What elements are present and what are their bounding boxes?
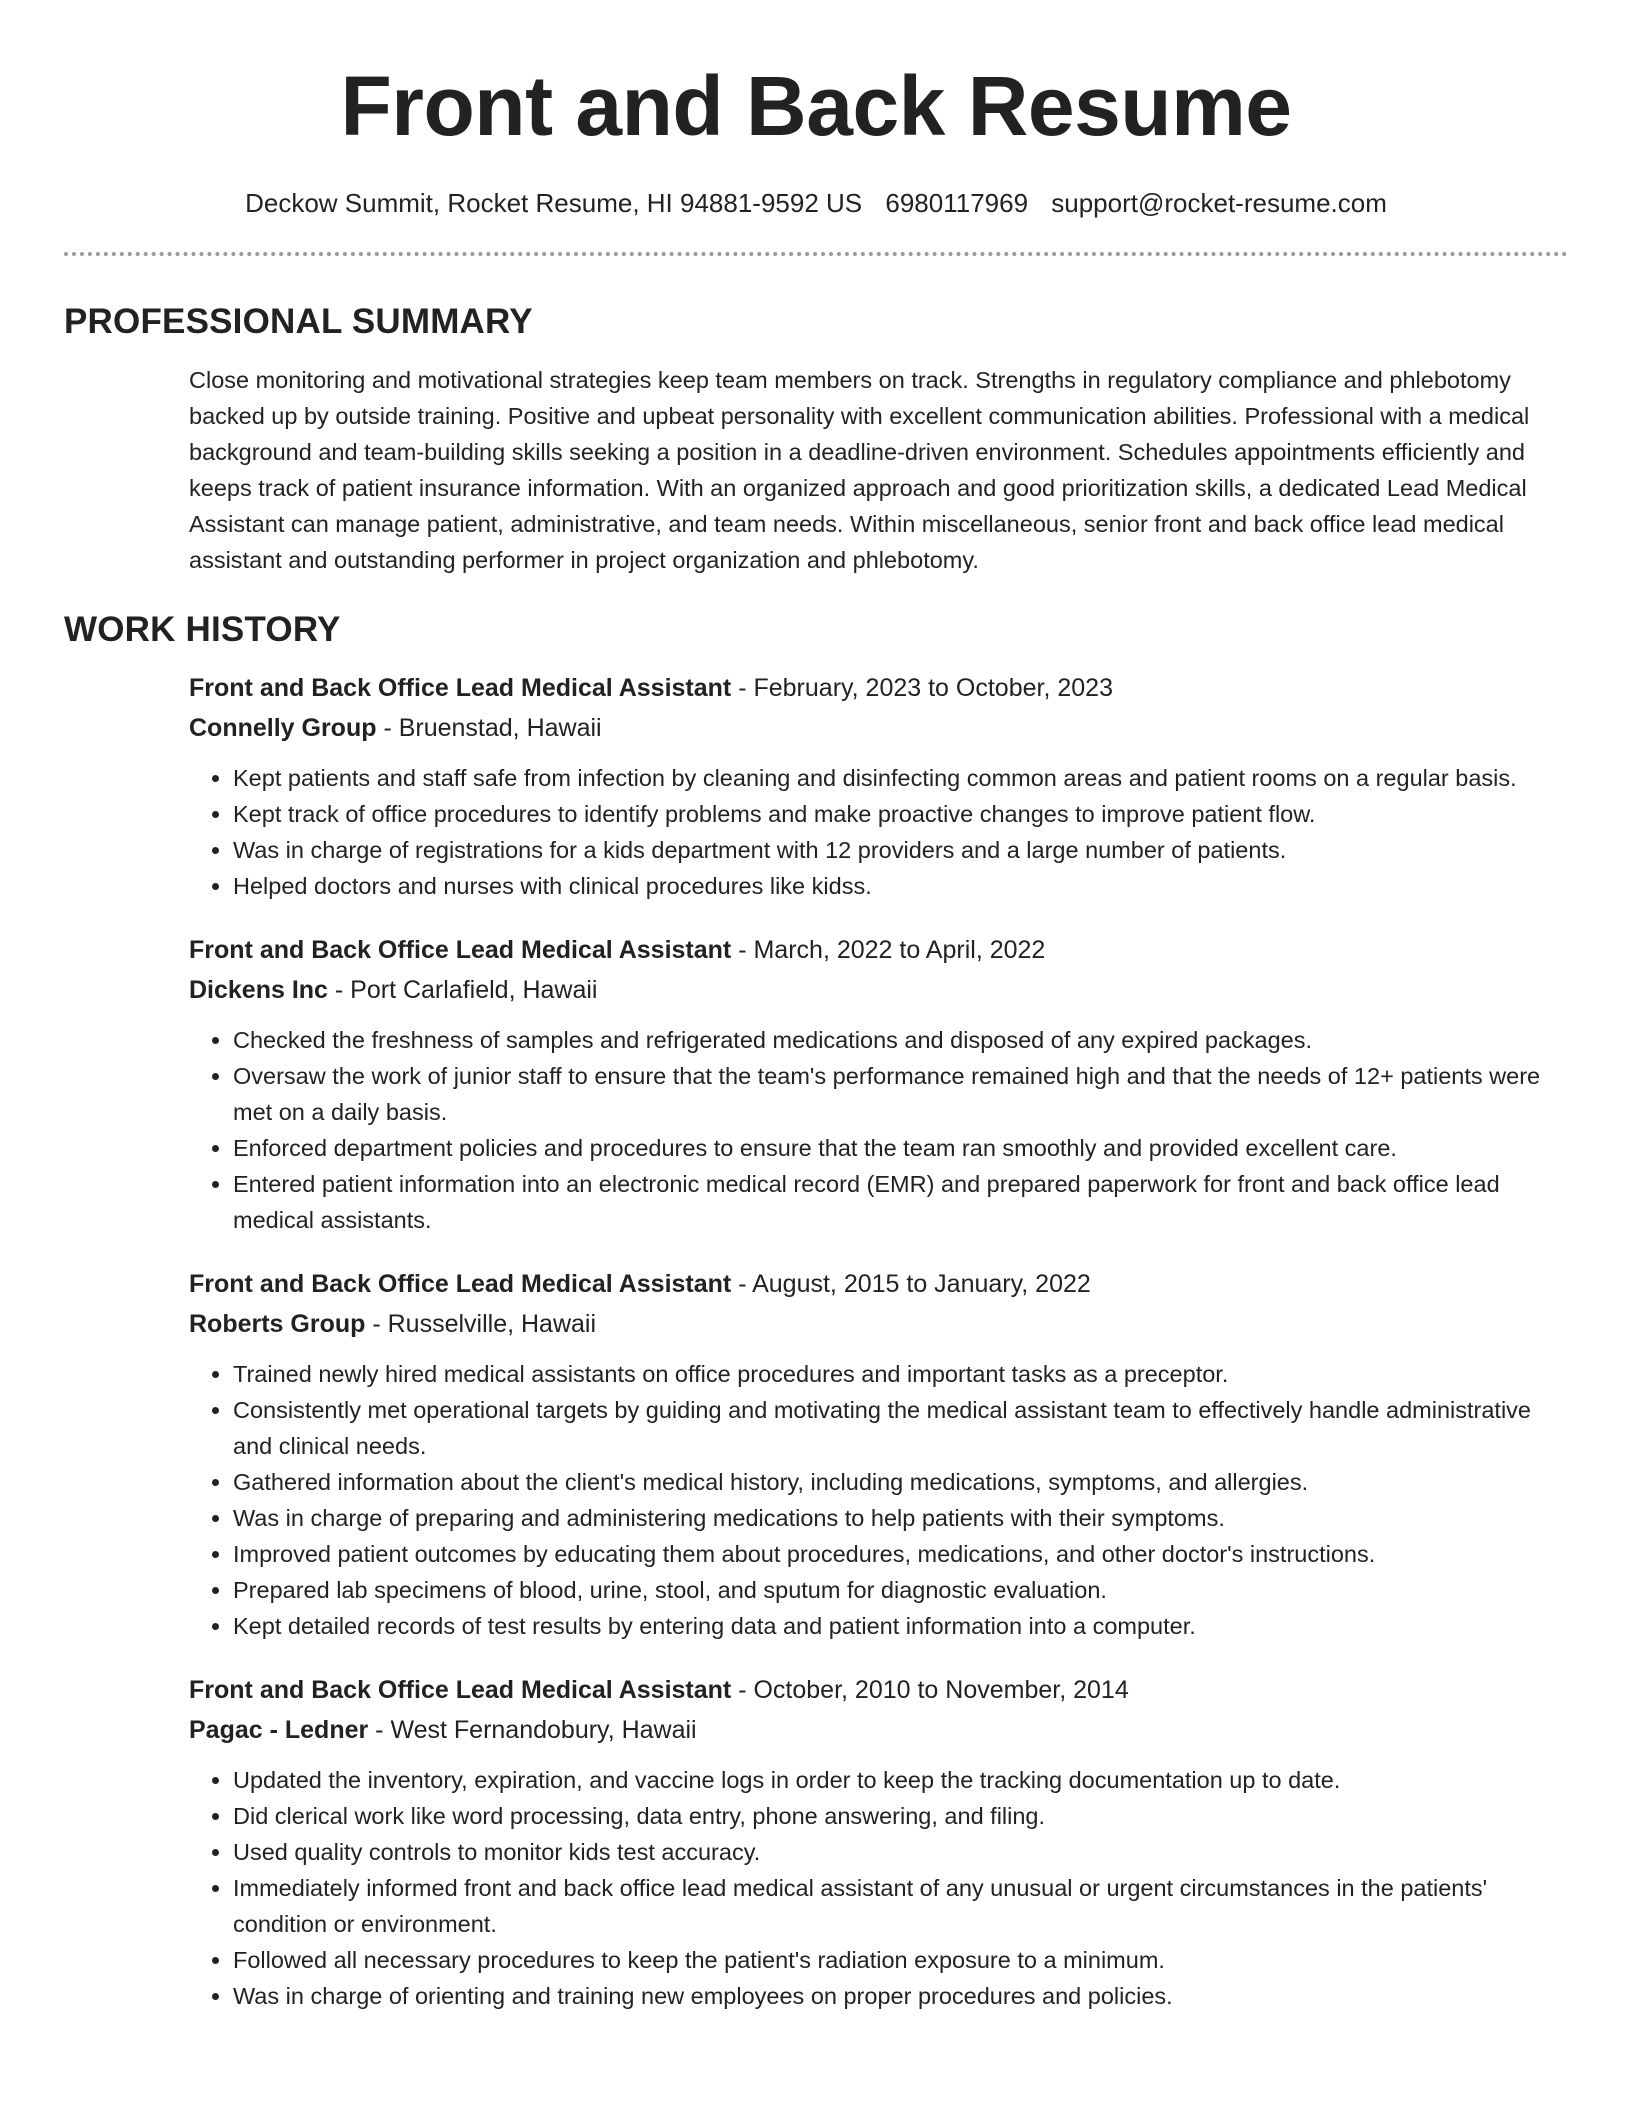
list-item: • Enforced department policies and procedures to ensure that the team ran smoothly and provided excellent care.: [233, 1130, 1568, 1166]
job-entry: [189, 1670, 1568, 2014]
job-entry: [189, 668, 1568, 904]
job-dates: - October, 2010 to November, 2014: [731, 1676, 1129, 1704]
list-item: • Kept track of office procedures to identify problems and make proactive changes to improve patient flow.: [233, 796, 1568, 832]
job-company-line: [189, 1304, 1568, 1344]
job-list: [64, 668, 1568, 2014]
job-company-line: [189, 1710, 1568, 1750]
job-title-line: [189, 1264, 1568, 1304]
job-company: Roberts Group: [189, 1310, 366, 1338]
summary-text: Close monitoring and motivational strategies keep team members on track. Strengths in regulatory compliance and phlebotomy backed up by outside training. Positive and upbeat personality with excellent communication abilities. Professional with a medical background and team-building skills seeking a position in a deadline-driven environment. Schedules appointments efficiently and keeps track of patient insurance information. With an organized approach and good prioritization skills, a dedicated Lead Medical Assistant can manage patient, administrative, and team needs. Within miscellaneous, senior front and back office lead medical assistant and outstanding performer in project organization and phlebotomy.: [189, 367, 1530, 573]
list-item: • Improved patient outcomes by educating them about procedures, medications, and other doctor's instructions.: [233, 1536, 1568, 1572]
email-text: support@rocket-resume.com: [1051, 188, 1387, 218]
header-divider: [64, 252, 1568, 256]
job-title-line: [189, 930, 1568, 970]
job-entry: [189, 1264, 1568, 1644]
list-item: • Was in charge of preparing and administering medications to help patients with their symptoms.: [233, 1500, 1568, 1536]
job-company: Connelly Group: [189, 714, 377, 742]
list-item: • Kept patients and staff safe from infection by cleaning and disinfecting common areas and patient rooms on a regular basis.: [233, 760, 1568, 796]
job-role: Front and Back Office Lead Medical Assistant: [189, 674, 732, 702]
list-item: • Consistently met operational targets by guiding and motivating the medical assistant team to effectively handle administrative and clinical needs.: [233, 1392, 1568, 1464]
job-company: Pagac - Ledner: [189, 1716, 369, 1744]
summary-heading: PROFESSIONAL SUMMARY: [64, 302, 533, 341]
job-location: - Port Carlafield, Hawaii: [327, 976, 598, 1004]
job-title-line: [189, 1670, 1568, 1710]
job-company-line: [189, 970, 1568, 1010]
job-company: Dickens Inc: [189, 976, 328, 1004]
list-item: • Kept detailed records of test results by entering data and patient information into a computer.: [233, 1608, 1568, 1644]
job-dates: - February, 2023 to October, 2023: [731, 674, 1113, 702]
list-item: • Followed all necessary procedures to keep the patient's radiation exposure to a minimum.: [233, 1942, 1568, 1978]
job-entry: [189, 930, 1568, 1238]
job-dates: - March, 2022 to April, 2022: [731, 936, 1046, 964]
list-item: • Immediately informed front and back office lead medical assistant of any unusual or urgent circumstances in the patients' condition or environment.: [233, 1870, 1568, 1942]
job-location: - Russelville, Hawaii: [365, 1310, 597, 1338]
list-item: • Used quality controls to monitor kids test accuracy.: [233, 1834, 1568, 1870]
job-company-line: [189, 708, 1568, 748]
work-history-heading: WORK HISTORY: [64, 610, 341, 649]
list-item: • Was in charge of registrations for a kids department with 12 providers and a large number of patients.: [233, 832, 1568, 868]
list-item: • Gathered information about the client's medical history, including medications, symptoms, and allergies.: [233, 1464, 1568, 1500]
job-role: Front and Back Office Lead Medical Assistant: [189, 936, 732, 964]
resume-name: Front and Back Resume: [340, 59, 1292, 153]
job-bullets: [189, 1762, 1568, 2014]
address-text: Deckow Summit, Rocket Resume, HI 94881-9592 US: [245, 188, 863, 218]
phone-text: 6980117969: [885, 188, 1029, 218]
job-bullets: [189, 1022, 1568, 1238]
list-item: • Oversaw the work of junior staff to ensure that the team's performance remained high and that the needs of 12+ patients were met on a daily basis.: [233, 1058, 1568, 1130]
list-item: • Was in charge of orienting and training new employees on proper procedures and policies.: [233, 1978, 1568, 2014]
list-item: • Trained newly hired medical assistants on office procedures and important tasks as a preceptor.: [233, 1356, 1568, 1392]
job-dates: - August, 2015 to January, 2022: [731, 1270, 1091, 1298]
job-bullets: [189, 760, 1568, 904]
list-item: • Prepared lab specimens of blood, urine, stool, and sputum for diagnostic evaluation.: [233, 1572, 1568, 1608]
job-title-line: [189, 668, 1568, 708]
contact-line: [64, 186, 1568, 220]
list-item: • Did clerical work like word processing, data entry, phone answering, and filing.: [233, 1798, 1568, 1834]
job-role: Front and Back Office Lead Medical Assistant: [189, 1270, 732, 1298]
list-item: • Entered patient information into an electronic medical record (EMR) and prepared paperwork for front and back office lead medical assistants.: [233, 1166, 1568, 1238]
list-item: • Checked the freshness of samples and refrigerated medications and disposed of any expired packages.: [233, 1022, 1568, 1058]
list-item: • Updated the inventory, expiration, and vaccine logs in order to keep the tracking documentation up to date.: [233, 1762, 1568, 1798]
job-bullets: [189, 1356, 1568, 1644]
job-role: Front and Back Office Lead Medical Assistant: [189, 1676, 732, 1704]
job-location: - West Fernandobury, Hawaii: [368, 1716, 697, 1744]
job-location: - Bruenstad, Hawaii: [376, 714, 602, 742]
list-item: • Helped doctors and nurses with clinical procedures like kidss.: [233, 868, 1568, 904]
